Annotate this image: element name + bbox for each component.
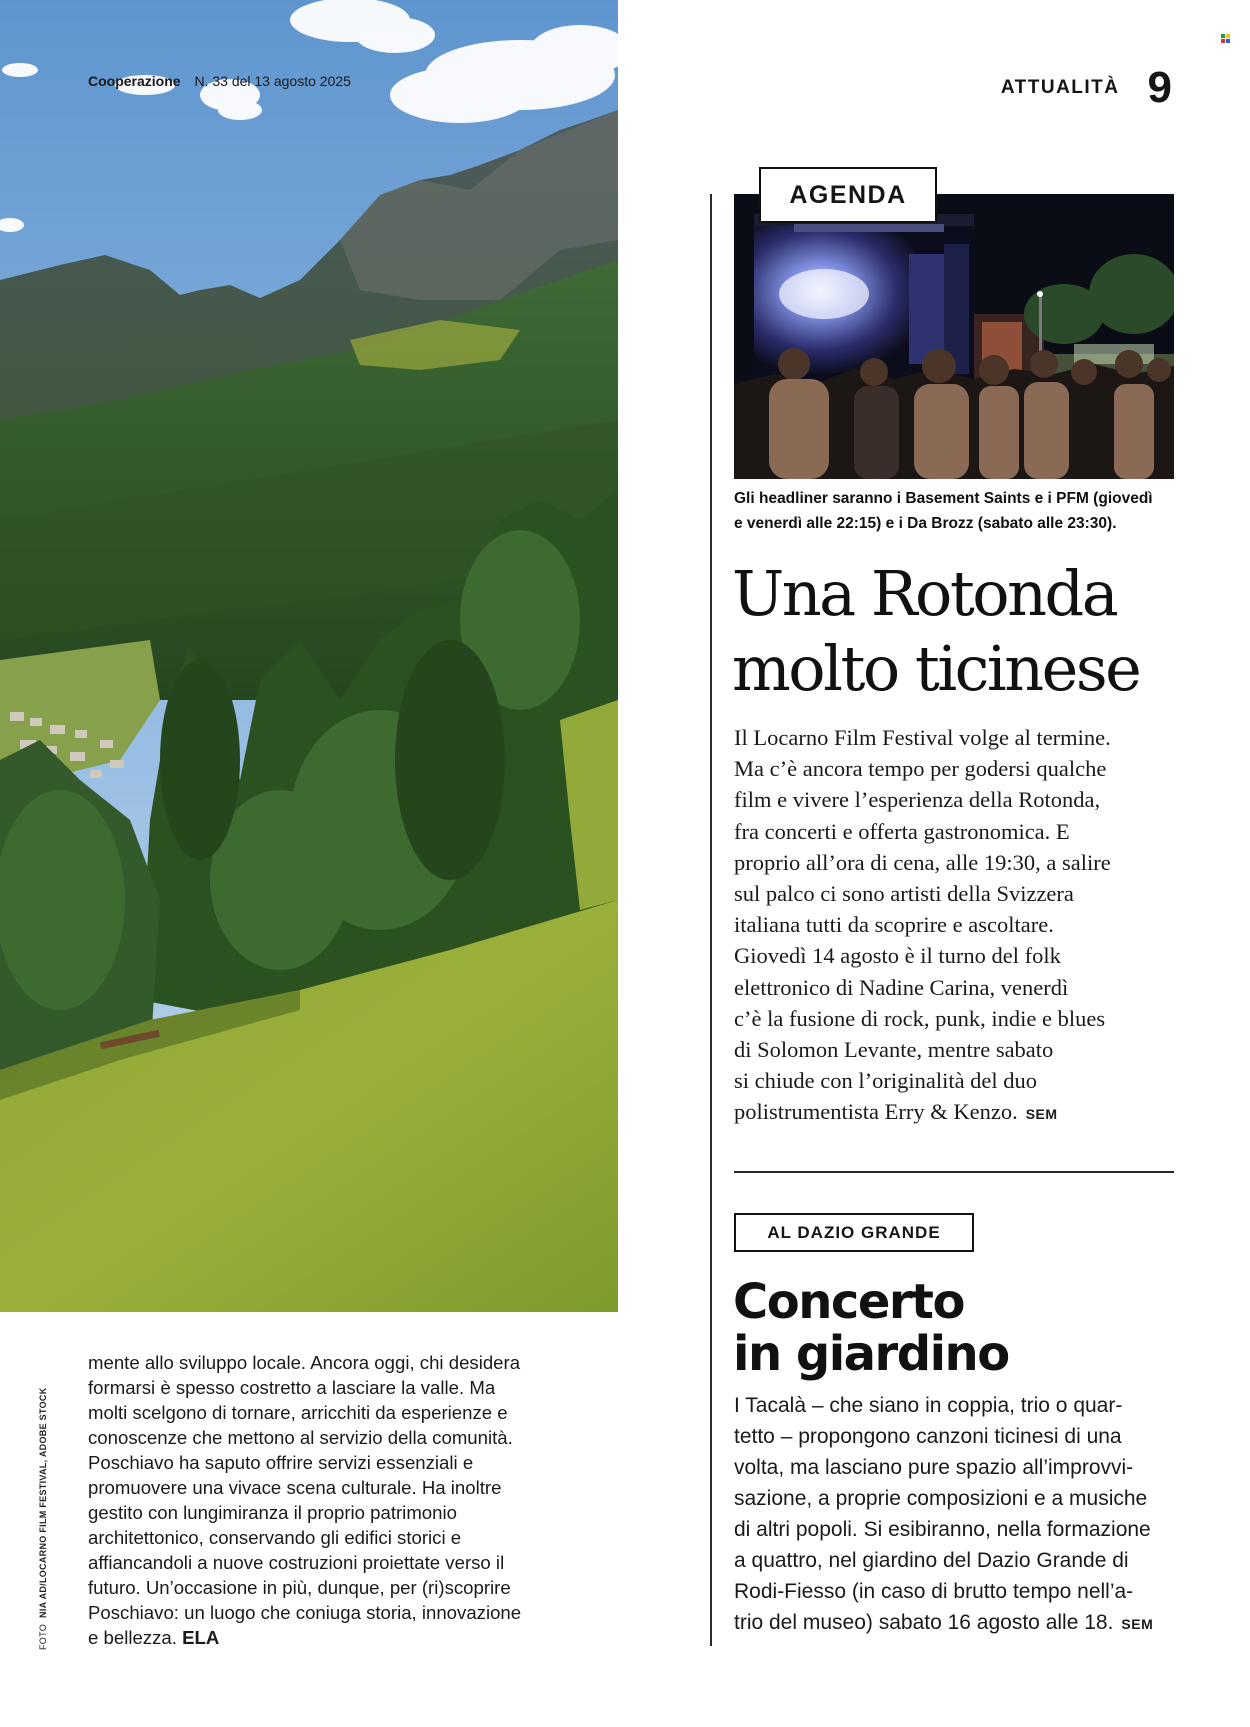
headline-line: Concerto bbox=[733, 1274, 964, 1330]
text-line-last: e bellezza. bbox=[88, 1627, 177, 1648]
section-title: ATTUALITÀ bbox=[1000, 77, 1120, 98]
text-line bbox=[734, 1096, 1194, 1130]
text-line: Il Locarno Film Festival volge al termine. bbox=[734, 725, 1111, 750]
headline-line: in giardino bbox=[733, 1326, 1009, 1382]
text-line: sul palco ci sono artisti della Svizzera bbox=[734, 881, 1074, 907]
agenda-tag: AGENDA bbox=[759, 167, 937, 223]
headline-line: Una Rotonda bbox=[732, 557, 1117, 630]
credit-label: FOTO bbox=[38, 1623, 48, 1650]
text-line: c’è la fusione di rock, punk, indie e blues bbox=[734, 1005, 1106, 1031]
text-line bbox=[734, 1607, 1194, 1640]
mountain-valley-photo bbox=[0, 0, 618, 1312]
author-signature: ELA bbox=[182, 1627, 220, 1648]
dazio-headline bbox=[733, 1276, 1193, 1380]
text-line: fra concerti e offerta gastronomica. E bbox=[734, 818, 1070, 844]
photo-caption bbox=[734, 486, 1174, 536]
headline-line: molto ticinese bbox=[732, 632, 1140, 705]
issue-info: N. 33 del 13 agosto 2025 bbox=[194, 73, 351, 89]
page-number: 9 bbox=[1147, 63, 1172, 112]
concert-photo bbox=[734, 194, 1174, 479]
text-line: proprio all’ora di cena, alle 19:30, a salire bbox=[734, 849, 1111, 875]
author-signature: SEM bbox=[1025, 1106, 1058, 1123]
text-line: affiancandoli a nuove costruzioni proiettate verso il bbox=[88, 1552, 505, 1573]
text-line: a quattro, nel giardino del Dazio Grande di bbox=[734, 1549, 1129, 1572]
caption-line: Gli headliner saranno i Basement Saints e i PFM (giovedì bbox=[734, 490, 1153, 507]
text-line-last: polistrumentista Erry & Kenzo. bbox=[734, 1099, 1018, 1125]
dazio-tag: AL DAZIO GRANDE bbox=[734, 1213, 974, 1252]
text-line: Poschiavo: un luogo che coniuga storia, innovazione bbox=[88, 1602, 522, 1623]
masthead bbox=[88, 73, 351, 89]
text-line: elettronico di Nadine Carina, venerdì bbox=[734, 974, 1069, 1000]
text-line-last: trio del museo) sabato 16 agosto alle 18. bbox=[734, 1611, 1114, 1634]
text-line: tetto – propongono canzoni ticinesi di una bbox=[734, 1425, 1122, 1448]
text-line: promuovere una vivace scena culturale. Ha inoltre bbox=[88, 1477, 502, 1498]
agenda-headline bbox=[732, 556, 1192, 706]
text-line: conoscenze che mettono al servizio della comunità. bbox=[88, 1427, 513, 1448]
text-line: Rodi-Fiesso (in caso di brutto tempo nell’a- bbox=[734, 1580, 1134, 1603]
text-line: molti scelgono di tornare, arricchiti da esperienze e bbox=[88, 1402, 508, 1423]
text-line: futuro. Un’occasione in più, dunque, per (ri)scoprire bbox=[88, 1577, 511, 1598]
text-line: Ma c’è ancora tempo per godersi qualche bbox=[734, 756, 1107, 782]
magazine-brand: Cooperazione bbox=[88, 73, 181, 89]
rotonda-concert-photo bbox=[734, 194, 1174, 479]
agenda-article-text bbox=[734, 722, 1194, 1131]
section-header bbox=[1000, 63, 1172, 112]
section-divider bbox=[734, 1171, 1174, 1173]
credit-names: NIA AD/LOCARNO FILM FESTIVAL, ADOBE STOCK bbox=[38, 1387, 48, 1618]
text-line: di altri popoli. Si esibiranno, nella formazione bbox=[734, 1518, 1151, 1541]
text-line: I Tacalà – che siano in coppia, trio o quar- bbox=[734, 1394, 1123, 1417]
text-line: Poschiavo ha saputo offrire servizi essenziali e bbox=[88, 1452, 474, 1473]
text-line: architettonico, conservando gli edifici storici e bbox=[88, 1527, 462, 1548]
dazio-article-text bbox=[734, 1390, 1194, 1640]
caption-line: e venerdì alle 22:15) e i Da Brozz (sabato alle 23:30). bbox=[734, 515, 1117, 532]
text-line bbox=[88, 1625, 528, 1650]
landscape-photo bbox=[0, 0, 618, 1312]
text-line: gestito con lungimiranza il proprio patrimonio bbox=[88, 1502, 457, 1523]
text-line: di Solomon Levante, mentre sabato bbox=[734, 1037, 1054, 1063]
text-line: film e vivere l’esperienza della Rotonda, bbox=[734, 787, 1101, 813]
author-signature: SEM bbox=[1121, 1616, 1154, 1632]
column-divider bbox=[710, 194, 712, 1646]
text-line: formarsi è spesso costretto a lasciare la valle. Ma bbox=[88, 1377, 496, 1398]
color-registration-icon bbox=[1221, 34, 1230, 43]
text-line: mente allo sviluppo locale. Ancora oggi, chi desidera bbox=[88, 1352, 521, 1373]
text-line: sazione, a proprie composizioni e a musiche bbox=[734, 1487, 1148, 1510]
text-line: Giovedì 14 agosto è il turno del folk bbox=[734, 943, 1061, 969]
poschiavo-article-text bbox=[88, 1350, 528, 1650]
text-line: si chiude con l’originalità del duo bbox=[734, 1068, 1038, 1094]
photo-credit bbox=[38, 1387, 48, 1650]
text-line: italiana tutti da scoprire e ascoltare. bbox=[734, 912, 1054, 938]
text-line: volta, ma lasciano pure spazio all’improvvi- bbox=[734, 1456, 1134, 1479]
